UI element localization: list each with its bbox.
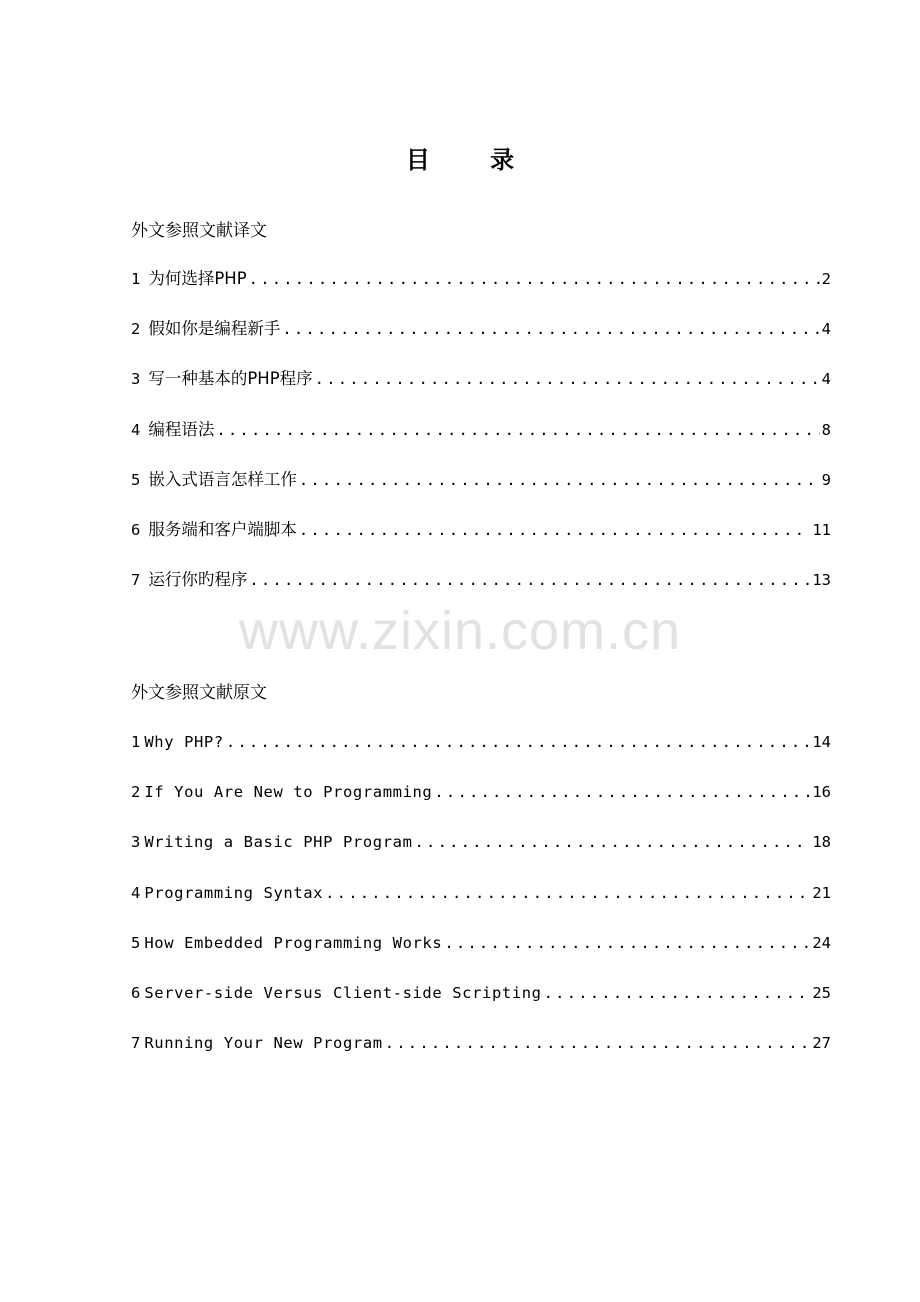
toc-entry-page: 13 xyxy=(812,571,831,590)
toc-entry[interactable] xyxy=(131,368,831,418)
toc-entry-page: 8 xyxy=(821,420,831,439)
dot-leader xyxy=(299,519,810,541)
page-title: 目 录 xyxy=(405,146,541,174)
toc-entry[interactable] xyxy=(131,781,831,831)
toc-entry-page: 18 xyxy=(812,833,831,852)
toc-entry-label: Writing a Basic PHP Program xyxy=(144,833,413,852)
toc-entry[interactable] xyxy=(131,882,831,932)
toc-entry-page: 16 xyxy=(812,783,831,802)
toc-entry-label: Running Your New Program xyxy=(144,1034,383,1053)
dot-leader xyxy=(385,1032,811,1054)
toc-entry-number: 4 xyxy=(131,420,141,439)
toc-entry-label: Programming Syntax xyxy=(144,883,324,902)
toc-entry-label: If You Are New to Programming xyxy=(144,783,433,802)
toc-entry-number: 1 xyxy=(131,733,141,751)
toc-entry-number: 2 xyxy=(131,783,141,802)
toc-list-translation xyxy=(131,268,831,619)
toc-entry-number: 7 xyxy=(131,1034,141,1053)
toc-entry-number: 3 xyxy=(131,833,141,852)
dot-leader xyxy=(299,469,820,491)
section-heading-original: 外文参照文献原文 xyxy=(131,683,267,703)
toc-list-original xyxy=(131,731,831,1082)
toc-entry-page: 2 xyxy=(821,270,831,288)
toc-entry-label: 运行你旳程序 xyxy=(148,570,248,590)
section-heading-translation: 外文参照文献译文 xyxy=(131,221,267,241)
toc-entry[interactable] xyxy=(131,318,831,368)
dot-leader xyxy=(216,419,819,441)
dot-leader xyxy=(325,882,810,904)
toc-entry-label: How Embedded Programming Works xyxy=(144,933,443,952)
toc-entry-page: 24 xyxy=(812,933,831,952)
toc-entry-label: 服务端和客户端脚本 xyxy=(148,519,297,539)
toc-entry-number: 7 xyxy=(131,571,141,590)
dot-leader xyxy=(249,268,820,290)
toc-entry-number: 5 xyxy=(131,470,141,489)
toc-entry[interactable] xyxy=(131,982,831,1032)
toc-entry[interactable] xyxy=(131,519,831,569)
toc-entry-label: 嵌入式语言怎样工作 xyxy=(148,469,297,489)
toc-entry[interactable] xyxy=(131,1032,831,1082)
dot-leader xyxy=(282,318,819,340)
toc-entry-label: 编程语法 xyxy=(148,419,215,439)
toc-entry-page: 4 xyxy=(821,320,831,339)
toc-entry[interactable] xyxy=(131,932,831,982)
toc-entry-page: 14 xyxy=(812,733,831,751)
toc-entry-page: 9 xyxy=(821,470,831,489)
toc-entry[interactable] xyxy=(131,831,831,881)
dot-leader xyxy=(315,368,820,390)
toc-entry-label: 写一种基本的PHP程序 xyxy=(148,369,313,389)
dot-leader xyxy=(444,932,810,954)
dot-leader xyxy=(544,982,811,1004)
toc-entry-page: 11 xyxy=(812,520,831,539)
toc-entry[interactable] xyxy=(131,731,831,781)
toc-entry[interactable] xyxy=(131,268,831,318)
toc-entry-page: 21 xyxy=(812,883,831,902)
toc-entry-number: 6 xyxy=(131,520,141,539)
toc-entry-number: 5 xyxy=(131,933,141,952)
toc-entry-number: 1 xyxy=(131,270,141,288)
toc-entry-page: 4 xyxy=(821,370,831,389)
toc-entry[interactable] xyxy=(131,469,831,519)
toc-entry-number: 2 xyxy=(131,320,141,339)
toc-entry-label: Why PHP? xyxy=(144,733,224,751)
toc-entry-label: 假如你是编程新手 xyxy=(148,319,281,339)
watermark: www.zixin.com.cn xyxy=(238,601,682,661)
toc-entry-label: 为何选择PHP xyxy=(148,269,247,288)
toc-entry-page: 25 xyxy=(812,983,831,1002)
toc-entry[interactable] xyxy=(131,419,831,469)
toc-entry-page: 27 xyxy=(812,1034,831,1053)
toc-entry-number: 6 xyxy=(131,983,141,1002)
dot-leader xyxy=(434,781,810,803)
dot-leader xyxy=(249,569,810,591)
toc-entry-number: 3 xyxy=(131,370,141,389)
toc-entry-label: Server-side Versus Client-side Scripting xyxy=(144,983,542,1002)
dot-leader xyxy=(226,731,811,753)
dot-leader xyxy=(415,831,811,853)
toc-entry-number: 4 xyxy=(131,883,141,902)
